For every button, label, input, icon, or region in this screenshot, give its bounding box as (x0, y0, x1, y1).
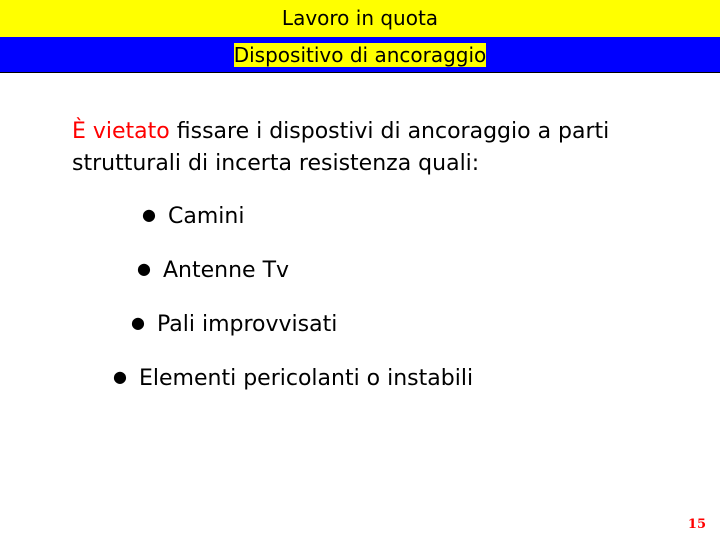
slide-subtitle: Dispositivo di ancoraggio (233, 43, 487, 67)
list-item-label: Antenne Tv (163, 258, 290, 283)
intro-paragraph (72, 116, 682, 180)
list-item-label: Pali improvvisati (157, 312, 338, 337)
list-item (131, 310, 337, 338)
intro-text: fissare i dispostivi di ancoraggio a parti strutturali di incerta resistenza quali: (72, 119, 610, 176)
list-item (142, 202, 244, 230)
list-item-label: Camini (168, 204, 245, 229)
prohibition-highlight: È vietato (72, 119, 170, 144)
bullet-dot-icon: ● (131, 313, 145, 332)
bullet-dot-icon: ● (113, 367, 127, 386)
page-number: 15 (687, 517, 706, 532)
bullet-dot-icon: ● (137, 259, 151, 278)
list-item (113, 364, 473, 392)
title-bar (0, 0, 720, 37)
subtitle-bar (0, 37, 720, 73)
list-item-label: Elementi pericolanti o instabili (139, 366, 474, 391)
slide-title: Lavoro in quota (281, 6, 439, 30)
list-item (137, 256, 289, 284)
bullet-dot-icon: ● (142, 205, 156, 224)
